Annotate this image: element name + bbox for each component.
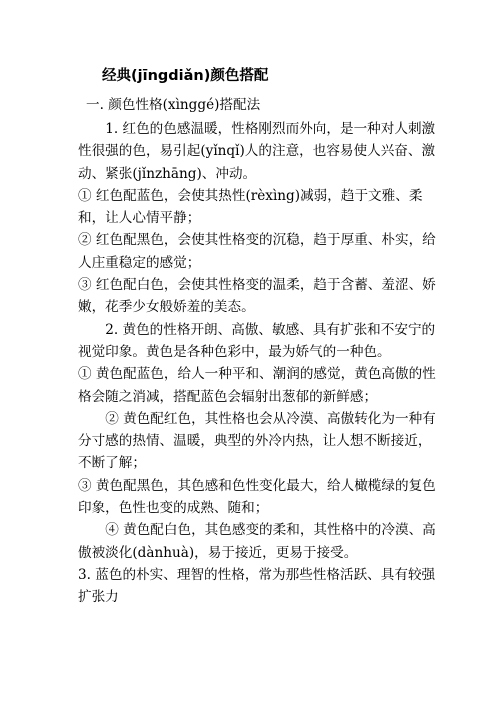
list-item-red-black: ② 红色配黑色，会使其性格变的沉稳，趋于厚重、朴实，给人庄重稳定的感觉； <box>78 232 436 271</box>
paragraph-blue-intro: 3. 蓝色的朴实、理智的性格，常为那些性格活跃、具有较强扩张力 <box>78 566 436 606</box>
document-title: 经典(jīngdiǎn)颜色搭配 <box>102 68 269 84</box>
list-item-yellow-blue: ① 黄色配蓝色，给人一种平和、潮润的感觉，黄色高傲的性格会随之消减，搭配蓝色会辐射出葱郁的新鲜感； <box>78 366 436 405</box>
paragraph-red-intro: 1. 红色的色感温暖，性格刚烈而外向，是一种对人刺激性很强的色，易引起(yǐnqǐ)人的注意，也容易使人兴奋、激 动、紧张(jǐnzhāng)、冲动。 <box>78 121 436 182</box>
list-item-yellow-black: ③ 黄色配黑色，其色感和色性变化最大，给人橄榄绿的复色印象，色性也变的成熟、随和； <box>78 477 436 517</box>
list-item-red-blue: ① 红色配蓝色，会使其热性(rèxìng)减弱，趋于文雅、柔和，让人心情平静； <box>78 187 423 227</box>
list-item-yellow-white: ④ 黄色配白色，其色感变的柔和，其性格中的冷漠、高傲被淡化(dànhuà)，易于接近，更易于接受。 <box>78 522 436 561</box>
list-item-red-white: ③ 红色配白色，会使其性格变的温柔，趋于含蓄、羞涩、娇嫩，花季少女般娇羞的美态。 <box>78 277 436 316</box>
list-item-yellow-red: ② 黄色配红色，其性格也会从冷漠、高傲转化为一种有分寸感的热情、温暖，典型的外冷内热，让人想不断接近，不断了解； <box>78 410 436 472</box>
section-heading: 一. 颜色性格(xìnggé)搭配法 <box>86 97 261 113</box>
paragraph-yellow-intro: 2. 黄色的性格开朗、高傲、敏感、具有扩张和不安宁的视觉印象。黄色是各种色彩中，最为娇气的一种色。 <box>78 321 436 360</box>
